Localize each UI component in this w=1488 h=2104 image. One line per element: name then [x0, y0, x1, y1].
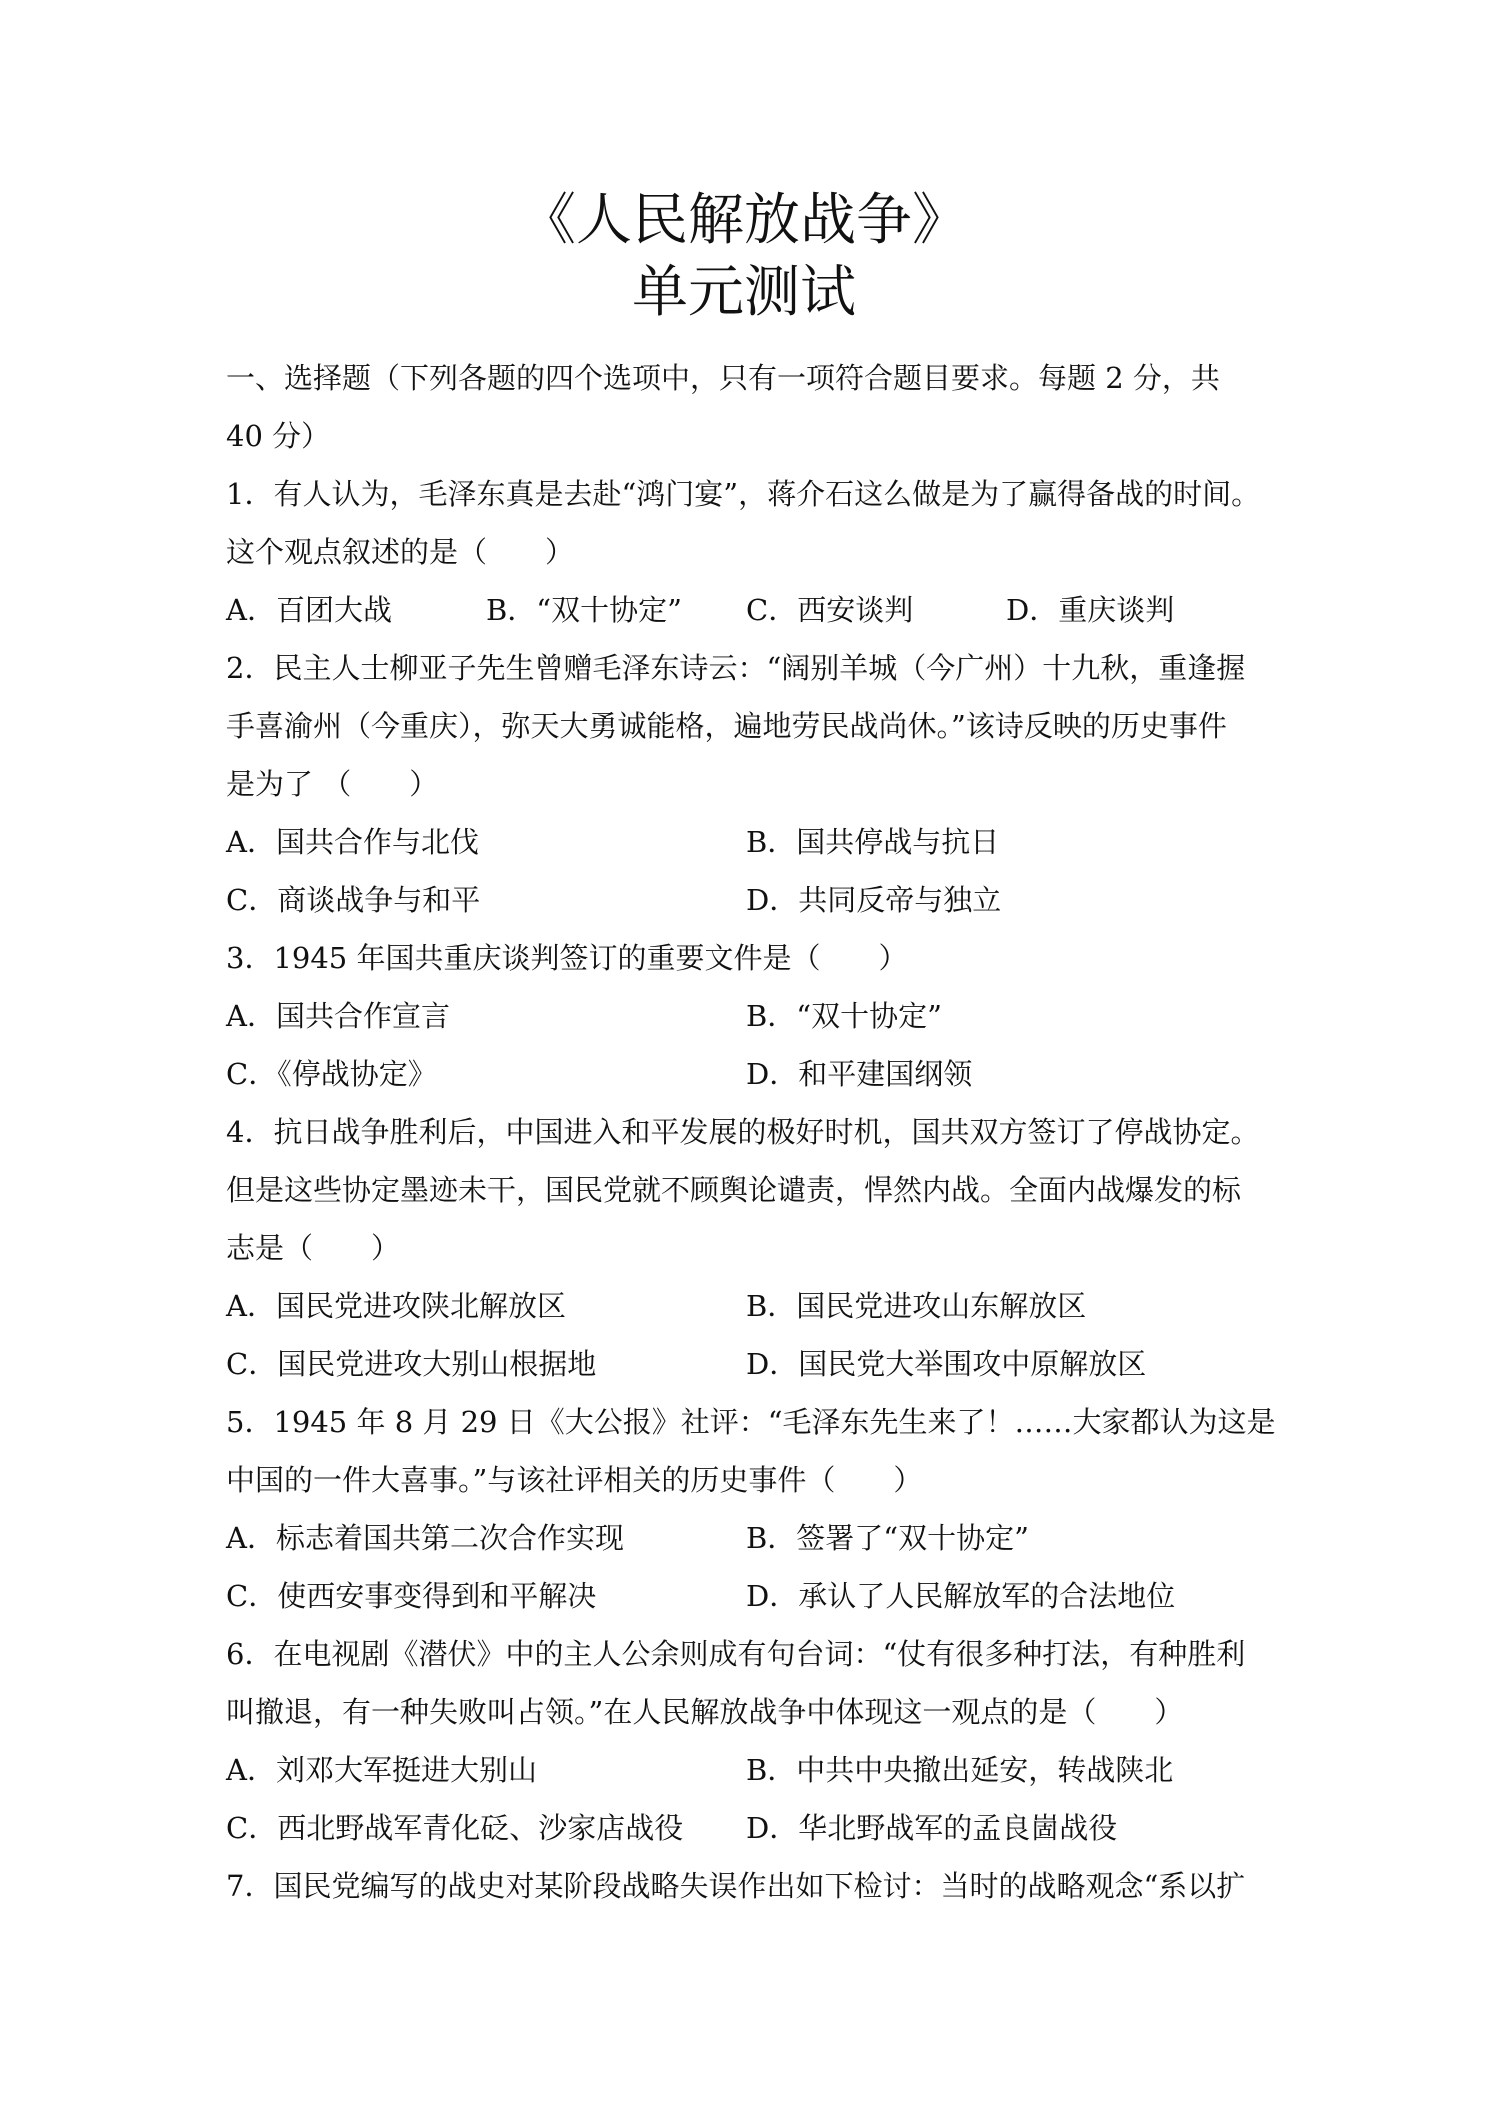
q4-option-b: B．国民党进攻山东解放区: [746, 1289, 1087, 1323]
q7-stem-line-1: 7．国民党编写的战史对某阶段战略失误作出如下检讨：当时的战略观念“系以扩: [226, 1869, 1246, 1903]
q1-option-c: C．西安谈判: [746, 593, 914, 627]
q2-option-b: B．国共停战与抗日: [746, 825, 1000, 859]
q2-option-c: C．商谈战争与和平: [226, 883, 481, 917]
q5-stem-line-2: 中国的一件大喜事。”与该社评相关的历史事件（ ）: [226, 1463, 923, 1497]
q1-option-d: D．重庆谈判: [1006, 593, 1175, 627]
q5-option-a: A．标志着国共第二次合作实现: [226, 1521, 624, 1555]
q2-stem-line-3: 是为了 （ ）: [226, 767, 439, 801]
q6-option-a: A．刘邓大军挺进大别山: [226, 1753, 537, 1787]
q2-option-a: A．国共合作与北伐: [226, 825, 479, 859]
q4-option-c: C．国民党进攻大别山根据地: [226, 1347, 597, 1381]
q3-option-a: A．国共合作宣言: [226, 999, 450, 1033]
q6-option-b: B．中共中央撤出延安，转战陕北: [746, 1753, 1174, 1787]
q5-stem-line-1: 5．1945 年 8 月 29 日《大公报》社评：“毛泽东先生来了！……大家都认为这是: [226, 1405, 1276, 1439]
q2-option-d: D．共同反帝与独立: [746, 883, 1002, 917]
section-header-line-2: 40 分）: [226, 419, 331, 453]
q3-option-b: B．“双十协定”: [746, 999, 942, 1033]
q4-option-d: D．国民党大举围攻中原解放区: [746, 1347, 1147, 1381]
q6-option-d: D．华北野战军的孟良崮战役: [746, 1811, 1118, 1845]
q2-stem-line-2: 手喜渝州（今重庆），弥天大勇诚能格，遍地劳民战尚休。”该诗反映的历史事件: [226, 709, 1227, 743]
q4-option-a: A．国民党进攻陕北解放区: [226, 1289, 566, 1323]
q5-option-d: D．承认了人民解放军的合法地位: [746, 1579, 1176, 1613]
q1-option-a: A．百团大战: [226, 593, 392, 627]
q1-stem-line-2: 这个观点叙述的是（ ）: [226, 535, 575, 569]
q4-stem-line-1: 4．抗日战争胜利后，中国进入和平发展的极好时机，国共双方签订了停战协定。: [226, 1115, 1260, 1149]
q2-stem-line-1: 2．民主人士柳亚子先生曾赠毛泽东诗云：“阔别羊城（今广州）十九秋，重逢握: [226, 651, 1246, 685]
q5-option-c: C．使西安事变得到和平解决: [226, 1579, 597, 1613]
q6-stem-line-1: 6．在电视剧《潜伏》中的主人公余则成有句台词：“仗有很多种打法，有种胜利: [226, 1637, 1246, 1671]
section-header-line-1: 一、选择题（下列各题的四个选项中，只有一项符合题目要求。每题 2 分，共: [226, 361, 1220, 395]
q3-option-c: C．《停战协定》: [226, 1057, 437, 1091]
q3-option-d: D．和平建国纲领: [746, 1057, 973, 1091]
q4-stem-line-2: 但是这些协定墨迹未干，国民党就不顾舆论谴责，悍然内战。全面内战爆发的标: [226, 1173, 1242, 1207]
q5-option-b: B．签署了“双十协定”: [746, 1521, 1029, 1555]
q1-option-b: B．“双十协定”: [486, 593, 682, 627]
q6-stem-line-2: 叫撤退，有一种失败叫占领。”在人民解放战争中体现这一观点的是（ ）: [226, 1695, 1184, 1729]
q3-stem-line-1: 3．1945 年国共重庆谈判签订的重要文件是（ ）: [226, 941, 908, 975]
q6-option-c: C．西北野战军青化砭、沙家店战役: [226, 1811, 684, 1845]
title-line-2: 单元测试: [632, 260, 856, 325]
q4-stem-line-3: 志是（ ）: [226, 1231, 401, 1265]
title-line-1: 《人民解放战争》: [520, 188, 968, 253]
q1-stem-line-1: 1．有人认为，毛泽东真是去赴“鸿门宴”，蒋介石这么做是为了赢得备战的时间。: [226, 477, 1261, 511]
